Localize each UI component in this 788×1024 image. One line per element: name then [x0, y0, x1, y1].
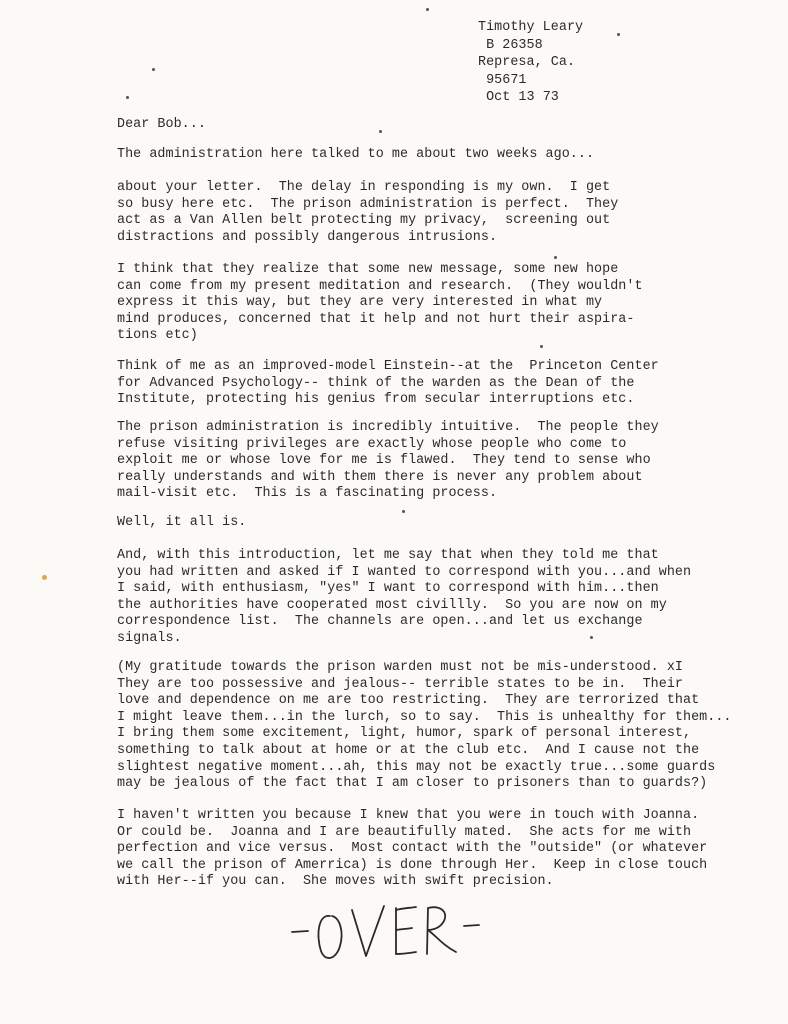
- sender-zip: 95671: [486, 72, 527, 88]
- paragraph-3: I think that they realize that some new message, some new hope can come from my present meditation and research. (They wouldn't express it this way, but they are very interested in what my mind produces, concerned that it help and not hurt their aspira- tions etc): [117, 262, 643, 344]
- paragraph-4: Think of me as an improved-model Einstein--at the Princeton Center for Advanced Psychology-- think of the warden as the Dean of the Institute, protecting his genius from secular interruptions etc.: [117, 359, 659, 408]
- salutation: Dear Bob...: [117, 117, 206, 132]
- sender-city: Represa, Ca.: [478, 55, 576, 70]
- page-speck: [379, 130, 382, 133]
- page-speck: [426, 8, 429, 11]
- paragraph-1: The administration here talked to me about two weeks ago...: [117, 147, 595, 162]
- paragraph-2: about your letter. The delay in responding is my own. I get so busy here etc. The prison administration is perfect. They act as a Van Allen belt protecting my privacy, screening out distractions and possibly dangerous intrusions.: [117, 180, 619, 245]
- page-speck: [152, 68, 155, 71]
- page-speck: [590, 636, 593, 639]
- sender-name: Timothy Leary: [478, 20, 584, 35]
- page-speck: [617, 33, 620, 36]
- page-speck: [554, 256, 557, 259]
- sender-address-block: [478, 19, 583, 107]
- paragraph-9: I haven't written you because I knew that you were in touch with Joanna. Or could be. Joanna and I are beautifully mated. She acts for me with perfection and vice versus. Most contact with the "outside" (or whatever we call the prison of Amerrica) is done through Her. Keep in close touch with Her--if you can. She moves with swift precision.: [117, 808, 708, 890]
- page-speck: [126, 96, 129, 99]
- page-speck: [540, 345, 543, 348]
- page-speck: [402, 510, 405, 513]
- letter-date: Oct 13 73: [486, 90, 559, 105]
- page-stain: [42, 575, 47, 580]
- paragraph-6: Well, it all is.: [117, 515, 247, 530]
- handwritten-over-note: [288, 896, 483, 966]
- paragraph-5: The prison administration is incredibly intuitive. The people they refuse visiting privileges are exactly whose people who come to exploit me or whose love for me is flawed. They tend to sense who really understands and with them there is never any problem about mail-visit etc. This is a fascinating process.: [117, 420, 659, 502]
- paragraph-7: And, with this introduction, let me say that when they told me that you had written and asked if I wanted to correspond with you...and when I said, with enthusiasm, "yes" I want to correspond with him...then the authorities have cooperated most civillly. So you are now on my correspondence list. The channels are open...and let us exchange signals.: [117, 548, 692, 646]
- inmate-number: B 26358: [486, 37, 543, 53]
- paragraph-8: (My gratitude towards the prison warden must not be mis-understood. xI They are too possessive and jealous-- terrible states to be in. Their love and dependence on me are too restricting. They are terrorized that I might leave them...in the lurch, so to say. This is unhealthy for them... I bring them some excitement, light, humor, spark of personal interest, something to talk about at home or at the club etc. And I cause not the slightest negative moment...ah, this may not be exactly true...some guards may be jealous of the fact that I am closer to prisoners than to guards?): [117, 660, 732, 792]
